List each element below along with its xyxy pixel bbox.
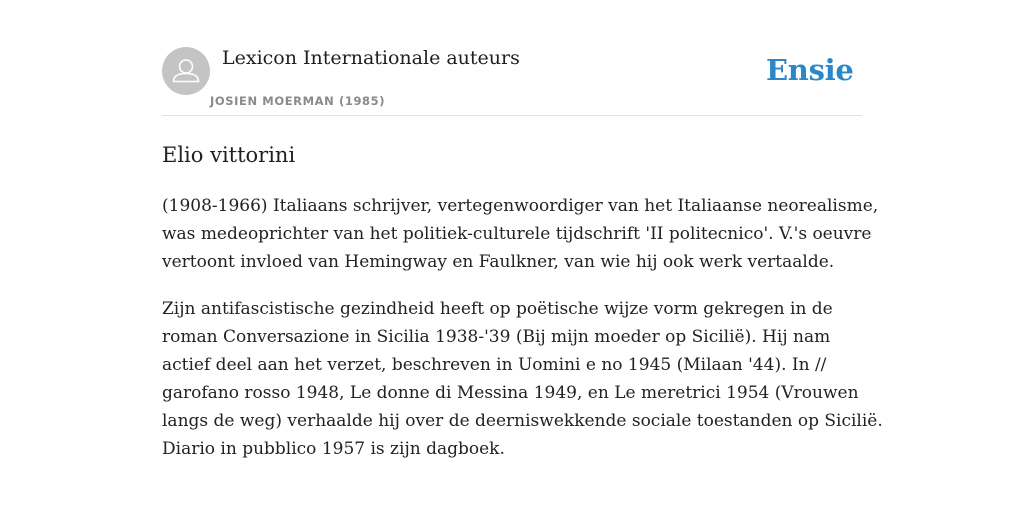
- author-avatar[interactable]: [162, 47, 210, 95]
- paragraph-line: Zijn antifascistische gezindheid heeft op poëtische wijze vorm gekregen in de: [162, 299, 833, 319]
- article-paragraph-2: [162, 295, 883, 463]
- paragraph-line: actief deel aan het verzet, beschreven in Uomini e no 1945 (Milaan '44). In //: [162, 355, 827, 375]
- paragraph-line: (1908-1966) Italiaans schrijver, vertegenwoordiger van het Italiaanse neorealisme,: [162, 196, 879, 216]
- article-paragraph-1: [162, 192, 879, 276]
- source-title-link[interactable]: Lexicon Internationale auteurs: [222, 47, 520, 69]
- header-divider: [162, 115, 862, 116]
- paragraph-line: vertoont invloed van Hemingway en Faulkner, van wie hij ook werk vertaalde.: [162, 252, 835, 272]
- author-name[interactable]: JOSIEN MOERMAN (1985): [210, 94, 386, 108]
- article-title: Elio vittorini: [162, 143, 296, 167]
- paragraph-line: roman Conversazione in Sicilia 1938-'39 (Bij mijn moeder op Sicilië). Hij nam: [162, 327, 831, 347]
- paragraph-line: was medeoprichter van het politiek-culturele tijdschrift 'II politecnico'. V.'s oeuvre: [162, 224, 872, 244]
- brand-logo[interactable]: Ensie: [766, 53, 854, 87]
- paragraph-line: langs de weg) verhaalde hij over de deerniswekkende sociale toestanden op Sicilië.: [162, 411, 883, 431]
- user-icon: [162, 47, 210, 95]
- paragraph-line: Diario in pubblico 1957 is zijn dagboek.: [162, 439, 505, 459]
- paragraph-line: garofano rosso 1948, Le donne di Messina 1949, en Le meretrici 1954 (Vrouwen: [162, 383, 859, 403]
